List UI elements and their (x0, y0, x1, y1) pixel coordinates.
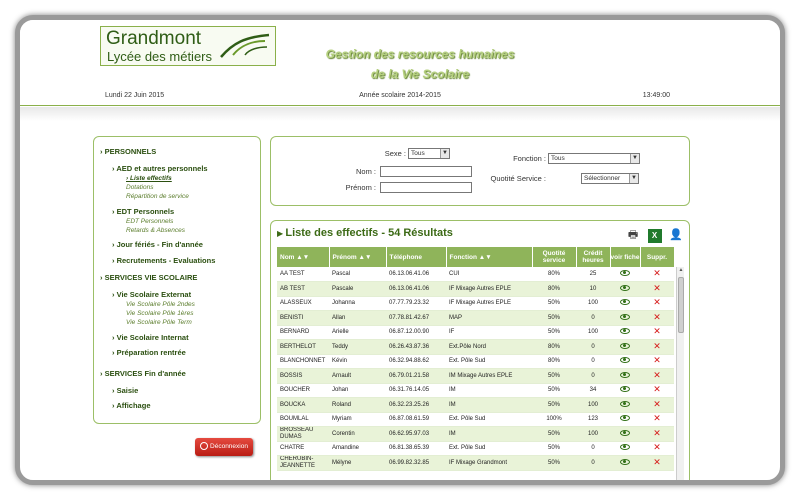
table-row (277, 267, 674, 282)
cell-telephone: 06.79.01.21.58 (386, 369, 446, 384)
cell-voir-fiche (610, 369, 640, 384)
cell-suppr (640, 311, 674, 326)
delete-icon[interactable]: ✕ (653, 355, 661, 365)
cell-quotite: 50% (532, 398, 576, 413)
cell-fonction: Ext. Pôle Sud (446, 412, 532, 427)
cell-telephone: 06.26.43.87.36 (386, 340, 446, 355)
sidebar-section-services-fin[interactable]: › SERVICES Fin d'année (100, 369, 186, 378)
delete-icon[interactable]: ✕ (653, 442, 661, 452)
cell-fonction: IM Mixage Autres EPLE (446, 369, 532, 384)
sidebar-item-vs-externat[interactable]: › Vie Scolaire Externat (112, 290, 191, 299)
table-body (277, 267, 674, 470)
cell-voir-fiche (610, 427, 640, 442)
cell-telephone: 06.62.95.97.03 (386, 427, 446, 442)
logout-button[interactable] (195, 438, 253, 456)
cell-suppr (640, 383, 674, 398)
eye-icon[interactable] (620, 444, 630, 450)
nom-label: Nom : (355, 167, 376, 176)
cell-fonction: Ext.Pôle Nord (446, 340, 532, 355)
delete-icon[interactable]: ✕ (653, 311, 661, 322)
page-header (20, 20, 780, 125)
filter-panel (270, 136, 690, 206)
table-row (277, 383, 674, 398)
table-header-row (277, 247, 674, 267)
sidebar-item-edt-personnels[interactable]: EDT Personnels (126, 218, 174, 225)
sidebar-item-dotations[interactable]: Dotations (126, 184, 154, 191)
cell-voir-fiche (610, 296, 640, 311)
sidebar-item-saisie[interactable]: › Saisie (112, 386, 138, 395)
cell-telephone: 06.99.82.32.85 (386, 456, 446, 471)
table-row (277, 398, 674, 413)
cell-nom: BROSSEAU DUMAS (277, 427, 329, 442)
cell-prenom: Mélyne (329, 456, 386, 471)
eye-icon[interactable] (620, 401, 630, 407)
cell-nom: CHERUBIN-JEANNETTE (277, 456, 329, 471)
cell-credit: 100 (576, 296, 610, 311)
sidebar-item-liste-effectifs[interactable]: › Liste effectifs (126, 175, 172, 182)
cell-quotite: 80% (532, 267, 576, 282)
eye-icon[interactable] (620, 386, 630, 392)
cell-credit: 123 (576, 412, 610, 427)
cell-prenom: Pascale (329, 282, 386, 297)
column-header-prenom[interactable]: Prénom ▲▼ (329, 247, 386, 267)
scrollbar-thumb[interactable] (678, 277, 684, 333)
results-title-text: Liste des effectifs - 54 Résultats (285, 227, 453, 239)
logo-subtitle: Lycée des métiers (107, 49, 213, 64)
cell-suppr (640, 441, 674, 456)
sexe-select[interactable] (408, 148, 450, 159)
cell-nom: BLANCHONNET (277, 354, 329, 369)
app-window (15, 15, 785, 485)
cell-voir-fiche (610, 441, 640, 456)
current-time: 13:49:00 (642, 92, 670, 99)
delete-icon[interactable]: ✕ (653, 456, 661, 467)
triangle-right-icon: ▶ (277, 229, 286, 238)
column-header-quotite: Quotité service (532, 247, 576, 267)
delete-icon[interactable]: ✕ (653, 326, 661, 336)
eye-icon[interactable] (620, 415, 630, 421)
cell-voir-fiche (610, 354, 640, 369)
cell-nom: CHATRE (277, 441, 329, 456)
cell-telephone: 07.78.81.42.67 (386, 311, 446, 326)
cell-credit: 100 (576, 398, 610, 413)
logo-name: Grandmont (106, 28, 202, 49)
cell-quotite: 50% (532, 427, 576, 442)
column-header-suppr: Suppr. (640, 247, 674, 267)
prenom-input[interactable] (380, 182, 472, 193)
sidebar-item-pole-1eres[interactable]: Vie Scolaire Pôle 1ères (126, 310, 194, 317)
prenom-label: Prénom : (345, 183, 376, 192)
header-divider (20, 105, 780, 106)
table-row (277, 354, 674, 369)
cell-credit: 0 (576, 369, 610, 384)
cell-suppr (640, 369, 674, 384)
eye-icon[interactable] (620, 314, 630, 320)
cell-nom: BENISTI (277, 311, 329, 326)
effectifs-table (277, 247, 675, 471)
results-panel (270, 220, 690, 485)
cell-credit: 10 (576, 282, 610, 297)
school-year: Année scolaire 2014-2015 (359, 92, 441, 99)
chevron-down-icon: ▼ (630, 154, 639, 163)
sidebar-menu (93, 136, 261, 424)
logo-mark-icon (219, 33, 271, 61)
table-row (277, 441, 674, 456)
cell-prenom: Johanna (329, 296, 386, 311)
cell-suppr (640, 340, 674, 355)
column-header-nom[interactable]: Nom ▲▼ (277, 247, 329, 267)
app-title-line2: de la Vie Scolaire (370, 67, 470, 81)
cell-suppr (640, 398, 674, 413)
cell-telephone: 06.87.12.00.90 (386, 325, 446, 340)
cell-fonction: Ext. Pôle Sud (446, 441, 532, 456)
header-shadow (20, 107, 780, 121)
delete-icon[interactable]: ✕ (653, 297, 661, 307)
column-header-telephone: Téléphone (386, 247, 446, 267)
eye-icon[interactable] (620, 372, 630, 378)
table-row (277, 282, 674, 297)
quotite-value: Sélectionner (584, 175, 621, 182)
cell-quotite: 80% (532, 354, 576, 369)
delete-icon[interactable]: ✕ (653, 340, 661, 351)
cell-fonction: CUI (446, 267, 532, 282)
delete-icon[interactable]: ✕ (653, 427, 661, 438)
sidebar-item-vs-internat[interactable]: › Vie Scolaire Internat (112, 333, 189, 342)
cell-fonction: Ext. Pôle Sud (446, 354, 532, 369)
eye-icon[interactable] (620, 430, 630, 436)
cell-suppr (640, 427, 674, 442)
sidebar-item-edt[interactable]: › EDT Personnels (112, 207, 174, 216)
table-row (277, 311, 674, 326)
logout-label: Déconnexion (210, 443, 248, 450)
cell-fonction: IF Mixage Autres EPLE (446, 282, 532, 297)
cell-credit: 0 (576, 456, 610, 471)
cell-credit: 0 (576, 340, 610, 355)
table-row (277, 325, 674, 340)
cell-fonction: IF (446, 325, 532, 340)
cell-quotite: 50% (532, 296, 576, 311)
sidebar-item-pole-term[interactable]: Vie Scolaire Pôle Term (126, 319, 192, 326)
fonction-value: Tous (551, 155, 565, 162)
cell-telephone: 06.13.06.41.06 (386, 282, 446, 297)
eye-icon[interactable] (620, 328, 630, 334)
cell-voir-fiche (610, 267, 640, 282)
cell-credit: 100 (576, 325, 610, 340)
delete-icon[interactable]: ✕ (653, 369, 661, 380)
cell-nom: AA TEST (277, 267, 329, 282)
sidebar-section-personnels[interactable]: › PERSONNELS (100, 147, 156, 156)
cell-credit: 34 (576, 383, 610, 398)
cell-fonction: IM (446, 427, 532, 442)
power-icon (200, 442, 208, 450)
eye-icon[interactable] (620, 357, 630, 363)
cell-prenom: Myriam (329, 412, 386, 427)
cell-suppr (640, 282, 674, 297)
table-row (277, 412, 674, 427)
delete-icon[interactable]: ✕ (653, 398, 661, 409)
sidebar-item-affichage[interactable]: › Affichage (112, 401, 150, 410)
cell-quotite: 80% (532, 340, 576, 355)
delete-icon[interactable]: ✕ (653, 413, 661, 423)
eye-icon[interactable] (620, 299, 630, 305)
cell-voir-fiche (610, 412, 640, 427)
table-row (277, 369, 674, 384)
cell-suppr (640, 267, 674, 282)
scroll-up-icon[interactable]: ▲ (678, 267, 684, 273)
chevron-down-icon: ▼ (440, 149, 449, 158)
sidebar-item-repartition[interactable]: Répartition de service (126, 193, 189, 200)
cell-prenom: Corentin (329, 427, 386, 442)
quotite-select[interactable] (581, 173, 639, 184)
cell-voir-fiche (610, 282, 640, 297)
cell-voir-fiche (610, 398, 640, 413)
table-row (277, 427, 674, 442)
cell-nom: BOUMLAL (277, 412, 329, 427)
cell-prenom: Arielle (329, 325, 386, 340)
table-scrollbar[interactable] (676, 267, 684, 485)
add-user-icon[interactable]: 👤 (669, 229, 683, 241)
table-row (277, 456, 674, 471)
sidebar-item-aed[interactable]: › AED et autres personnels (112, 164, 208, 173)
cell-suppr (640, 412, 674, 427)
cell-prenom: Johan (329, 383, 386, 398)
sidebar-item-pole-2ndes[interactable]: Vie Scolaire Pôle 2ndes (126, 301, 195, 308)
cell-telephone: 06.32.94.88.62 (386, 354, 446, 369)
column-header-credit: Crédit heures (576, 247, 610, 267)
cell-prenom: Teddy (329, 340, 386, 355)
cell-telephone: 06.87.08.61.59 (386, 412, 446, 427)
nom-input[interactable] (380, 166, 472, 177)
cell-nom: BOSSIS (277, 369, 329, 384)
sidebar-item-jours-feries[interactable]: › Jour fériés - Fin d'année (112, 240, 203, 249)
current-date: Lundi 22 Juin 2015 (105, 92, 165, 99)
delete-icon[interactable]: ✕ (653, 282, 661, 293)
cell-credit: 0 (576, 441, 610, 456)
cell-quotite: 50% (532, 383, 576, 398)
cell-telephone: 06.81.38.65.39 (386, 441, 446, 456)
app-title-line1: Gestion des resources humaines (325, 47, 515, 61)
cell-prenom: Amandine (329, 441, 386, 456)
cell-voir-fiche (610, 325, 640, 340)
cell-telephone: 06.31.76.14.05 (386, 383, 446, 398)
cell-quotite: 50% (532, 441, 576, 456)
cell-nom: BOUCKA (277, 398, 329, 413)
sidebar-item-recrutements[interactable]: › Recrutements - Evaluations (112, 256, 215, 265)
cell-voir-fiche (610, 311, 640, 326)
excel-icon[interactable]: X (648, 229, 662, 243)
cell-quotite: 50% (532, 456, 576, 471)
cell-credit: 0 (576, 311, 610, 326)
cell-quotite: 50% (532, 369, 576, 384)
app-title (310, 44, 530, 84)
cell-telephone: 06.32.23.25.26 (386, 398, 446, 413)
sexe-value: Tous (411, 150, 425, 157)
cell-credit: 25 (576, 267, 610, 282)
eye-icon[interactable] (620, 343, 630, 349)
sidebar-section-services-vs[interactable]: › SERVICES VIE SCOLAIRE (100, 273, 197, 282)
table-row (277, 296, 674, 311)
cell-quotite: 50% (532, 311, 576, 326)
delete-icon[interactable]: ✕ (653, 384, 661, 394)
cell-nom: BOUCHER (277, 383, 329, 398)
cell-nom: ALASSEUX (277, 296, 329, 311)
cell-fonction: IM (446, 398, 532, 413)
fonction-select[interactable] (548, 153, 640, 164)
school-logo (100, 26, 276, 66)
cell-suppr (640, 354, 674, 369)
cell-prenom: Pascal (329, 267, 386, 282)
column-header-fonction[interactable]: Fonction ▲▼ (446, 247, 532, 267)
cell-prenom: Roland (329, 398, 386, 413)
sexe-label: Sexe : (384, 149, 406, 158)
cell-nom: AB TEST (277, 282, 329, 297)
cell-voir-fiche (610, 383, 640, 398)
cell-prenom: Kévin (329, 354, 386, 369)
eye-icon[interactable] (620, 459, 630, 465)
results-toolbar (623, 225, 683, 243)
cell-credit: 0 (576, 354, 610, 369)
cell-fonction: MAP (446, 311, 532, 326)
eye-icon[interactable] (620, 270, 630, 276)
cell-telephone: 06.13.06.41.06 (386, 267, 446, 282)
table-row (277, 340, 674, 355)
printer-icon[interactable]: 🖶 (627, 229, 639, 241)
fonction-label: Fonction : (513, 154, 546, 163)
delete-icon[interactable]: ✕ (653, 267, 661, 278)
cell-voir-fiche (610, 456, 640, 471)
cell-quotite: 100% (532, 412, 576, 427)
cell-voir-fiche (610, 340, 640, 355)
cell-suppr (640, 325, 674, 340)
cell-telephone: 07.77.79.23.32 (386, 296, 446, 311)
cell-suppr (640, 456, 674, 471)
sidebar-item-retards[interactable]: Retards & Absences (126, 227, 186, 234)
sidebar-item-preparation[interactable]: › Préparation rentrée (112, 348, 186, 357)
eye-icon[interactable] (620, 285, 630, 291)
cell-quotite: 80% (532, 282, 576, 297)
quotite-label: Quotité Service : (490, 174, 546, 183)
cell-fonction: IM (446, 383, 532, 398)
cell-prenom: Allan (329, 311, 386, 326)
cell-nom: BERTHELOT (277, 340, 329, 355)
cell-fonction: IF Mixage Autres EPLE (446, 296, 532, 311)
cell-quotite: 50% (532, 325, 576, 340)
chevron-down-icon: ▼ (629, 174, 638, 183)
info-bar (20, 92, 780, 104)
cell-prenom: Arnault (329, 369, 386, 384)
results-title (277, 227, 453, 239)
column-header-voir-fiche: voir fiche (610, 247, 640, 267)
cell-fonction: IF Mixage Grandmont (446, 456, 532, 471)
cell-credit: 100 (576, 427, 610, 442)
cell-nom: BERNARD (277, 325, 329, 340)
cell-suppr (640, 296, 674, 311)
